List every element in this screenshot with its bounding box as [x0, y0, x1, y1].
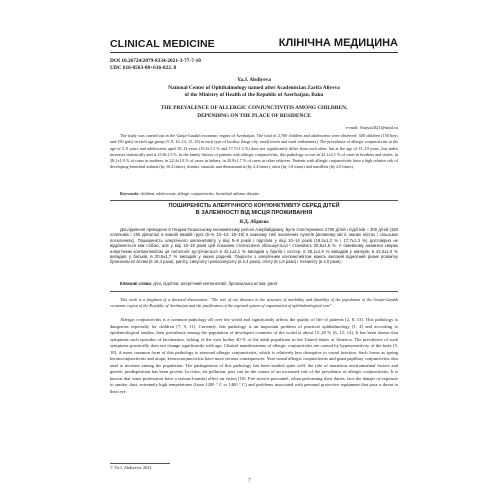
- udc-line: UDC 616-0563-08+616-022. 8: [110, 65, 177, 71]
- ukr-title-line-1: ПОШИРЕНІСТЬ АЛЕРГІЧНОГО КОН'ЮНКТИВІТУ СЕРЕД ДІТЕЙ: [168, 203, 340, 209]
- footnote-rule: [110, 463, 170, 464]
- keywords-label: Keywords: [120, 191, 139, 196]
- abstract-en: The study was carried out in the Ganja-Gazakh economic region of Azerbaijan. The total of 2,700 children and adolescents were observed: 300 children (150 boys and 150 girls) in each age group (5–9, 10–14, 15–19) in each type of locality (large city, small towns and rural settlements). The prevalence of allergic conjunctivitis at the age of 5–9 years and adolescents aged 10–14 years (19.4±1.3 % and 17.7±1.3 %) does not significantly differ from each other, but at the age of 15–19 years, this index increases statistically and is 25.8±1.5 %. In the family history of patients with allergic conjunctivitis, this pathology occurs in 42.1±2.1 % of cases in brothers and sisters, in 28.1±1.9 % of cases in mothers, in 22.4±1.8 % of cases in fathers, in 20.9±1.7 % of cases in other relatives. Patients with allergic conjunctivitis have a high relative risk of developing bronchial asthma (by 16.4 times), rhinitis, sinusitis and rhinosinusitis (by 2.4 times), otitis (by 1.8 times) and tonsillitis (by 2.0 times).: [110, 133, 398, 170]
- copyright-notice: © Ya.J. Abdiyeva, 2021: [110, 465, 152, 470]
- article-title-line-2: DEPENDING ON THE PLACE OF RESIDENCE: [197, 113, 311, 119]
- affiliation-line-1: National Center of Ophthalmology named after Academician Zarifa Aliyeva: [168, 85, 340, 91]
- abstract-ua: Дослідження проведено в Гянджа-Газахському економічному регіоні Азербайджану. Було спостережено 2700 дітей і підлітків – 300 дітей (150 хлопчиків і 150 дівчаток) в кожній віковій групі (5–9, 10–14, 15–19) в кожному типі населених пунктів (великому місті, малих містах і сільських поселеннях). Поширеність алергічного кон'юнктивіту у віці 5–9 років і підлітків у віці 10–14 років (19,4±1,3 % і 17,7±1,3 %) достовірно не відрізняється між собою, але у віці 15–19 років цей показник статистично збільшується і становить 25,8±1,5 %. У сімейному анамнезі хворих алергічним кон'юнктивітом ця патологія зустрічається в 42,1±2,1 % випадків у братів і сестер, в 28,1±1,9 % випадків у матерів, в 22,4±1,8 % випадків у батьків, в 20,9±1,7 % випадків у інших родичів. Пацієнти з алергічним кон'юнктивітом мають високий відносний ризик розвитку бронхіальної астми (в 16,4 рази), риніту, синуситу і риносинуситу (в 2,4 рази), отиту (в 1,8 рази) і тонзиліту (в 2,0 рази).: [110, 227, 398, 265]
- article-title-line-1: THE PREVALENCE OF ALLERGIC CONJUNCTIVITIS AMONG CHILDREN,: [160, 105, 348, 111]
- section-divider: [110, 200, 398, 201]
- header-rule: [110, 52, 398, 53]
- author-email: e-mail: Statya2021@mail.ru: [345, 125, 398, 130]
- affiliation-line-2: of the Ministry of Health of the Republic of Azerbaijan, Baku: [184, 92, 324, 98]
- ukr-title-line-2: В ЗАЛЕЖНОСТІ ВІД МІСЦЯ ПРОЖИВАННЯ: [195, 210, 313, 216]
- keywords-en: [110, 191, 398, 197]
- dissertation-note: This work is a fragment of a doctoral dissertation: "The role of eye diseases in the structure of morbidity and disability of the population of the Ganja-Gazakh economic region of the Republic of Azerbaijan and the justification of the regional system of organization of ophthalmological care".: [110, 297, 398, 309]
- section-divider-2: [110, 291, 398, 292]
- ukr-keywords-label: Ключові слова: [120, 281, 151, 286]
- journal-section-header-ua: КЛІНІЧНА МЕДИЦИНА: [278, 37, 398, 49]
- doi-line: DOI 10.26724/2079-8334-2021-3-77-7-10: [110, 58, 201, 64]
- body-paragraph: Allergic conjunctivitis is a common pathology all over the world and significantly affects the quality of life of patients [2, 8, 13]. This pathology is dangerous especially for children [7, 9, 11]. Currently, this pathology is an important problem of practical ophthalmology [1, 4] and according to epidemiological studies, their prevalence among the population of developed countries of the world is about 15–20 % [6, 12, 14]. It has been shown that symptoms such episodes of lacrimation, itching of the eyes bother 40 % of the adult population in the United States of America. The prevalence of such symptoms practically does not change significantly with age. Clinical manifestations of allergic conjunctivitis are caused by hypersensitivity of the body [5, 10]. A more common form of this pathology is seasonal allergic conjunctivitis, which is relatively less disruptive to visual function. Such forms as spring keratoconjunctivitis and atopic keratoconjunctivitis have more serious consequences. Year-round allergic conjunctivitis and giant papillary conjunctivitis also tend to increase among the population. The pathogenesis of this pathology has been studied quite well, the role of numerous environmental factors and genetic predisposition has been proven. In cities, air pollution, pets can be the causes of an increased risk of the prevalence of allergic conjunctivitis. It is known that some professions have a serious harmful effect on vision [10]. Fire service personnel, when performing their duties, face the danger of exposure to smoke, dust, extremely high temperatures (from 1200 ° C to 1400 ° C) and problems associated with personal protective equipment that pose a threat to their eye: [110, 317, 398, 394]
- journal-section-header-en: CLINICAL MEDICINE: [110, 38, 215, 50]
- ukr-keywords-text: : діти, підлітки, алергічний кон'юнктивіт, бронхіальна астма, риніт.: [150, 281, 279, 286]
- page-number: 7: [248, 478, 251, 484]
- author-name: Ya.J. Abdiyeva: [237, 77, 271, 83]
- keywords-text: : children, adolescents, allergic conjunctivitis, bronchial asthma, rhinitis.: [138, 191, 260, 196]
- ukr-author-name: Я.Д. Абдиєва: [239, 220, 269, 225]
- keywords-ua: [110, 281, 398, 286]
